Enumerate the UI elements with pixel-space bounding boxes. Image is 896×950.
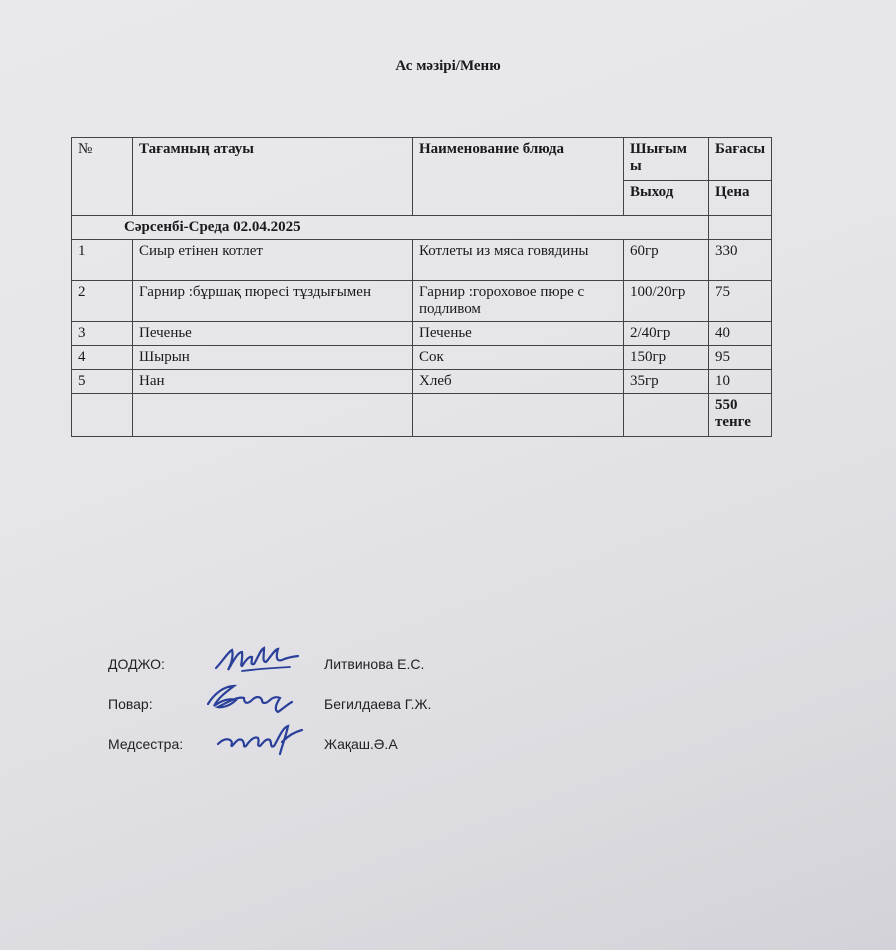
table-row (72, 346, 772, 370)
table-row (72, 322, 772, 346)
row-name-ru: Котлеты из мяса говядины (413, 240, 624, 281)
row-output: 150гр (624, 346, 709, 370)
total-empty-cell (72, 394, 133, 437)
row-name-kz: Нан (133, 370, 413, 394)
row-name-ru: Хлеб (413, 370, 624, 394)
row-price: 75 (709, 281, 772, 322)
handwritten-signature (212, 640, 312, 682)
signature-role: Медсестра: (108, 736, 184, 752)
header-price-kz: Бағасы (709, 138, 772, 181)
total-empty-cell (624, 394, 709, 437)
row-num: 3 (72, 322, 133, 346)
signature-role: Повар: (108, 696, 153, 712)
total-value: 550 тенге (709, 394, 772, 437)
total-empty-cell (413, 394, 624, 437)
row-name-kz: Шырын (133, 346, 413, 370)
signatory-name: Жақаш.Ә.А (324, 736, 398, 752)
signature-role: ДОДЖО: (108, 656, 165, 672)
row-name-ru: Гарнир :гороховое пюре с подливом (413, 281, 624, 322)
row-output: 60гр (624, 240, 709, 281)
row-num: 1 (72, 240, 133, 281)
signatory-name: Литвинова Е.С. (324, 656, 425, 672)
row-output: 100/20гр (624, 281, 709, 322)
header-name-ru: Наименование блюда (413, 138, 624, 216)
handwritten-signature (212, 718, 312, 762)
row-name-kz: Печенье (133, 322, 413, 346)
header-row (72, 138, 772, 181)
day-row (72, 216, 772, 240)
day-label: Сәрсенбі-Среда 02.04.2025 (72, 216, 709, 240)
signatory-name: Бегилдаева Г.Ж. (324, 696, 432, 712)
document-title: Ас мәзірі/Меню (395, 58, 501, 74)
row-num: 4 (72, 346, 133, 370)
row-price: 95 (709, 346, 772, 370)
header-output-kz: Шығым ы (624, 138, 709, 181)
handwritten-signature (200, 680, 300, 720)
header-output-ru: Выход (624, 181, 709, 216)
header-price-ru: Цена (709, 181, 772, 216)
total-row (72, 394, 772, 437)
row-name-ru: Печенье (413, 322, 624, 346)
row-name-kz: Гарнир :бұршақ пюресі тұздығымен (133, 281, 413, 322)
row-price: 330 (709, 240, 772, 281)
day-empty-cell (709, 216, 772, 240)
row-price: 10 (709, 370, 772, 394)
table-row (72, 281, 772, 322)
total-empty-cell (133, 394, 413, 437)
table-row (72, 240, 772, 281)
row-name-kz: Сиыр етінен котлет (133, 240, 413, 281)
header-name-kz: Тағамның атауы (133, 138, 413, 216)
row-output: 2/40гр (624, 322, 709, 346)
row-num: 5 (72, 370, 133, 394)
row-price: 40 (709, 322, 772, 346)
row-name-ru: Сок (413, 346, 624, 370)
row-output: 35гр (624, 370, 709, 394)
menu-table (71, 137, 772, 437)
table-row (72, 370, 772, 394)
row-num: 2 (72, 281, 133, 322)
header-num: № (72, 138, 133, 216)
